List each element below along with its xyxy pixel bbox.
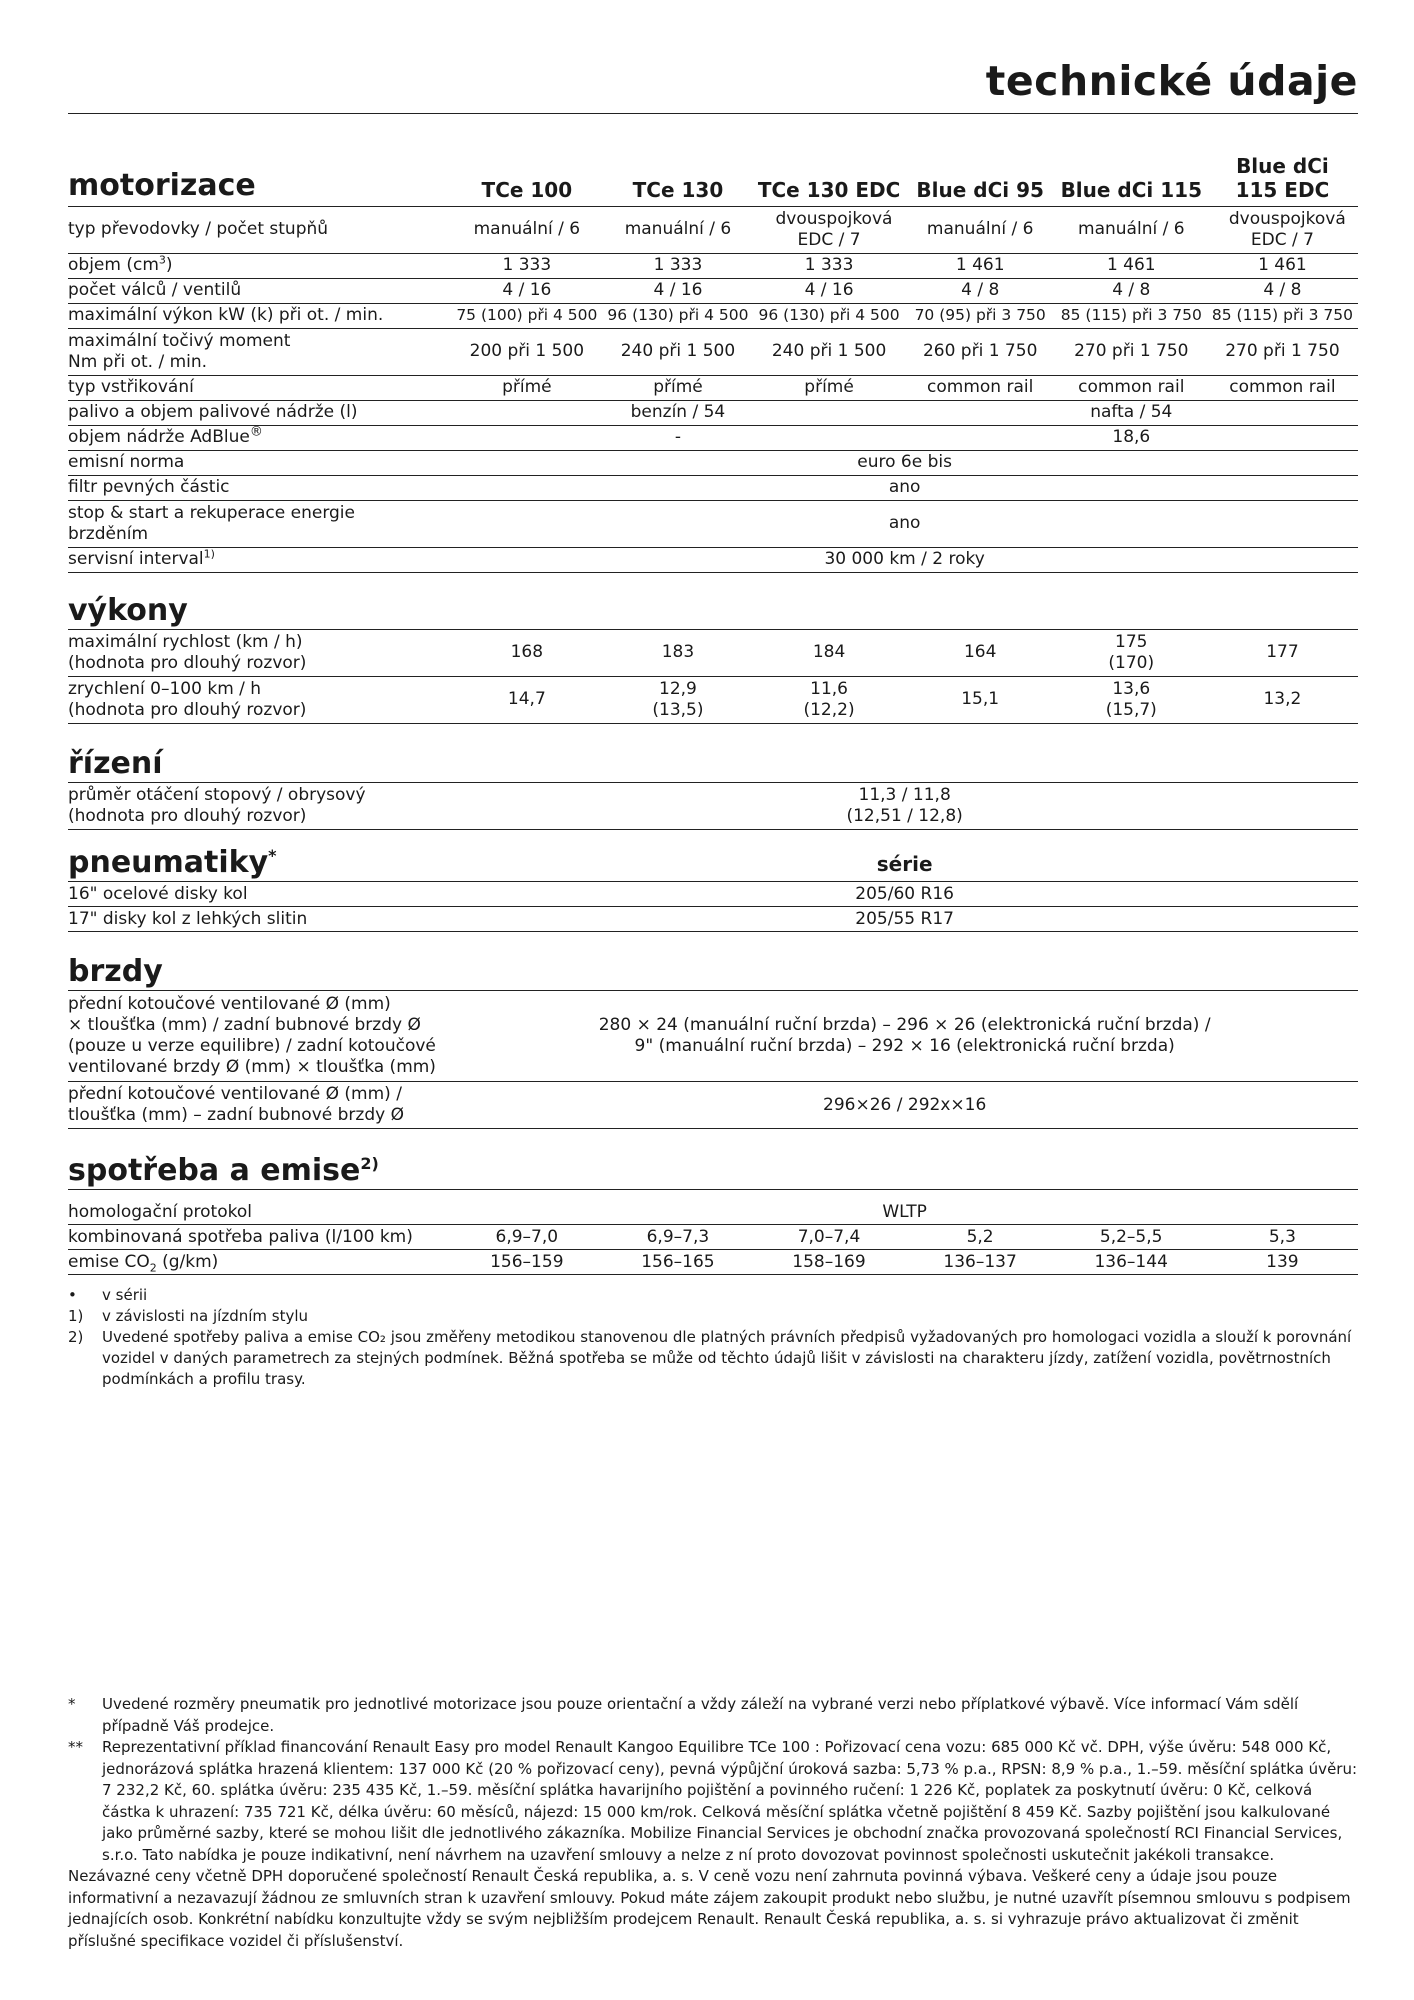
cell: 4 / 16 [754,278,905,303]
cell: 156–159 [451,1250,602,1275]
legal-footer [68,1694,1358,1952]
cell: 5,3 [1207,1225,1358,1250]
cell: manuální / 6 [602,206,753,253]
row-label: kombinovaná spotřeba paliva (l/100 km) [68,1225,451,1250]
cell: manuální / 6 [905,206,1056,253]
table-row [68,278,1358,303]
cell: 4 / 8 [1056,278,1207,303]
table-row [68,1225,1358,1250]
table-row [68,629,1358,676]
cell: 136–144 [1056,1250,1207,1275]
cell: 5,2–5,5 [1056,1225,1207,1250]
row-label: počet válců / ventilů [68,278,451,303]
row-label: 17" disky kol z lehkých slitin [68,907,451,932]
row-label: typ převodovky / počet stupňů [68,206,451,253]
cell: 7,0–7,4 [753,1225,904,1250]
pneumatiky-table [68,842,1358,933]
spotreba-table [68,1149,1358,1275]
cell: 1 333 [754,253,905,278]
cell: common rail [1207,375,1358,400]
table-row [68,1200,1358,1225]
table-row [68,400,1358,425]
footnote: • v sérii [68,1286,148,1304]
section-title: motorizace [68,140,451,206]
cell: 1 461 [1056,253,1207,278]
cell: 4 / 8 [905,278,1056,303]
table-row [68,425,1358,450]
section-header-row [68,950,1358,991]
cell: 12,9 (13,5) [602,676,753,723]
cell: 156–165 [602,1250,753,1275]
cell: 6,9–7,3 [602,1225,753,1250]
footnote: 2) Uvedené spotřeby paliva a emise CO₂ jsou změřeny metodikou stanovenou dle platných právních předpisů vyžadovaných pro homologaci vozidla a slouží k porovnání vozidel v daných parametrech za stejných podmínek. Běžná spotřeba se může od těchto údajů lišit v závislosti na charakteru jízdy, zatížení vozidla, povětrnostních podmínkách a profilu trasy. [68,1328,1352,1388]
cell: 18,6 [905,425,1358,450]
row-label: zrychlení 0–100 km / h (hodnota pro dlouhý rozvor) [68,676,451,723]
footer-note: * Uvedené rozměry pneumatik pro jednotlivé motorizace jsou pouze orientační a vždy záleží na vybrané verzi nebo příplatkové výbavě. Více informací Vám sdělí případně Váš prodejce. [68,1695,1299,1735]
cell: přímé [754,375,905,400]
cell: common rail [905,375,1056,400]
cell: - [451,425,904,450]
cell: 205/60 R16 [451,882,1358,907]
motorizace-header-row [68,140,1358,206]
table-row [68,475,1358,500]
row-label: typ vstřikování [68,375,451,400]
engine-header: Blue dCi 115 EDC [1207,140,1358,206]
spacer-row [68,1190,1358,1201]
engine-header: TCe 130 EDC [754,140,905,206]
table-row [68,328,1358,375]
cell: 139 [1207,1250,1358,1275]
cell: 280 × 24 (manuální ruční brzda) – 296 × 26 (elektronická ruční brzda) / 9" (manuální ruční brzda) – 292 × 16 (elektronická ruční brzda) [451,991,1358,1082]
cell: 75 (100) při 4 500 [451,303,602,328]
cell: 164 [905,629,1056,676]
section-title: brzdy [68,950,1358,991]
row-label: maximální výkon kW (k) při ot. / min. [68,303,451,328]
cell: 1 333 [602,253,753,278]
cell: euro 6e bis [451,450,1358,475]
cell: 1 461 [1207,253,1358,278]
footnotes [68,1285,1358,1390]
cell: 200 při 1 500 [451,328,602,375]
cell: 240 při 1 500 [754,328,905,375]
cell: 13,6 (15,7) [1056,676,1207,723]
row-label: maximální točivý moment Nm při ot. / min. [68,328,451,375]
cell: přímé [602,375,753,400]
cell: 136–137 [905,1250,1056,1275]
cell: 11,3 / 11,8 (12,51 / 12,8) [451,782,1358,829]
cell: 13,2 [1207,676,1358,723]
cell: dvouspojková EDC / 7 [1207,206,1358,253]
footer-disclaimer: Nezávazné ceny včetně DPH doporučené společností Renault Česká republika, a. s. V ceně vozu není zahrnuta povinná výbava. Veškeré ceny a údaje jsou pouze informativní a nezavazují žádnou ze smluvních stran k uzavření smlouvy. Pokud máte zájem zakoupit produkt nebo službu, je nutné uzavřít písemnou smlouvu s podpisem jednajících osob. Konkrétní nabídku konzultujte vždy se svým nejbližším prodejcem Renault. Renault Česká republika, a. s. si vyhrazuje právo aktualizovat či změnit příslušné specifikace vozidel či příslušenství. [68,1867,1351,1950]
cell: 175 (170) [1056,629,1207,676]
rizeni-table [68,740,1358,830]
cell: 70 (95) při 3 750 [905,303,1056,328]
table-row [68,206,1358,253]
table-row [68,500,1358,547]
cell: 260 při 1 750 [905,328,1056,375]
section-header-row [68,740,1358,783]
cell: 85 (115) při 3 750 [1056,303,1207,328]
cell: nafta / 54 [905,400,1358,425]
table-row [68,1250,1358,1275]
cell: 4 / 16 [602,278,753,303]
section-header-row [68,1149,1358,1190]
row-label: objem nádrže AdBlue® [68,425,451,450]
table-row [68,1082,1358,1129]
cell: 96 (130) při 4 500 [754,303,905,328]
section-title: pneumatiky* [68,842,451,882]
cell: common rail [1056,375,1207,400]
engine-header: Blue dCi 115 [1056,140,1207,206]
cell: WLTP [451,1200,1358,1225]
table-row [68,450,1358,475]
cell: 30 000 km / 2 roky [451,547,1358,572]
cell: 158–169 [753,1250,904,1275]
table-row [68,253,1358,278]
table-row [68,547,1358,572]
engine-header: TCe 100 [451,140,602,206]
cell: 168 [451,629,602,676]
cell: manuální / 6 [451,206,602,253]
row-label: objem $(cm^3)$ [68,253,451,278]
cell: 184 [754,629,905,676]
cell: manuální / 6 [1056,206,1207,253]
row-label: průměr otáčení stopový / obrysový (hodnota pro dlouhý rozvor) [68,782,451,829]
section-header-row [68,589,1358,630]
cell: ano [451,500,1358,547]
row-label: filtr pevných částic [68,475,451,500]
motorizace-table [68,140,1358,573]
row-label: homologační protokol [68,1200,451,1225]
table-row [68,676,1358,723]
spec-page [68,0,1358,1950]
section-title: spotřeba a emise$^{2)}$ [68,1149,1358,1190]
cell: 5,2 [905,1225,1056,1250]
row-label: emise $CO_2$ (g/km) [68,1250,451,1275]
row-label: emisní norma [68,450,451,475]
cell: 15,1 [905,676,1056,723]
cell: 183 [602,629,753,676]
cell: 240 při 1 500 [602,328,753,375]
cell: 205/55 R17 [451,907,1358,932]
table-row [68,303,1358,328]
cell: 1 333 [451,253,602,278]
table-row [68,882,1358,907]
cell: 270 při 1 750 [1056,328,1207,375]
cell: 85 (115) při 3 750 [1207,303,1358,328]
cell: 1 461 [905,253,1056,278]
serie-header: série [451,842,1358,882]
row-label: 16" ocelové disky kol [68,882,451,907]
footnote: 1) v závislosti na jízdním stylu [68,1307,309,1325]
row-label: přední kotoučové ventilované Ø (mm) / tloušťka (mm) – zadní bubnové brzdy Ø [68,1082,451,1129]
row-label: přední kotoučové ventilované Ø (mm) × tloušťka (mm) / zadní bubnové brzdy Ø (pouze u verze equilibre) / zadní kotoučové ventilované brzdy Ø (mm) × tloušťka (mm) [68,991,451,1082]
cell: 6,9–7,0 [451,1225,602,1250]
cell: ano [451,475,1358,500]
cell: dvouspojková EDC / 7 [754,206,905,253]
table-row [68,991,1358,1082]
cell: 11,6 (12,2) [754,676,905,723]
cell: 270 při 1 750 [1207,328,1358,375]
cell: 296×26 / 292x×16 [451,1082,1358,1129]
cell: přímé [451,375,602,400]
section-title: výkony [68,589,1358,630]
cell: benzín / 54 [451,400,904,425]
cell: 4 / 16 [451,278,602,303]
table-row [68,375,1358,400]
row-label: palivo a objem palivové nádrže (l) [68,400,451,425]
cell: 96 (130) při 4 500 [602,303,753,328]
cell: 14,7 [451,676,602,723]
table-row [68,782,1358,829]
page-title: technické údaje [68,0,1358,114]
section-header-row [68,842,1358,882]
cell: 177 [1207,629,1358,676]
cell: 4 / 8 [1207,278,1358,303]
brzdy-table [68,950,1358,1129]
vykony-table [68,589,1358,724]
section-title: řízení [68,740,1358,783]
engine-header: TCe 130 [602,140,753,206]
footer-note: ** Reprezentativní příklad financování Renault Easy pro model Renault Kangoo Equilibre TCe 100 : Pořizovací cena vozu: 685 000 Kč vč. DPH, výše úvěru: 548 000 Kč, jednorázová splátka hrazená klientem: 137 000 Kč (20 % pořizovací ceny), pevná výpůjční úroková sazba: 5,73 % p.a., RPSN: 8,9 % p.a., 1.–59. měsíční splátka úvěru: 7 232,2 Kč, 60. splátka úvěru: 235 435 Kč, 1.–59. měsíční splátka havarijního pojištění a povinného ručení: 1 226 Kč, poplatek za poskytnutí úvěru: 0 Kč, celková částka k uhrazení: 735 721 Kč, délka úvěru: 60 měsíců, nájezd: 15 000 km/rok. Celková měsíční splátka včetně pojištění 8 459 Kč. Sazby pojištění jsou kalkulované jako průměrné sazby, které se mohou lišit dle jednotlivého zákazníka. Mobilize Financial Services je obchodní značka provozovaná společností RCI Financial Services, s.r.o. Tato nabídka je pouze indikativní, není návrhem na uzavření smlouvy a nelze z ní proto dovozovat povinnost společnosti uskutečnit jakékoli transakce. [68,1738,1358,1864]
table-row [68,907,1358,932]
row-label: stop & start a rekuperace energie brzděním [68,500,451,547]
engine-header: Blue dCi 95 [905,140,1056,206]
row-label: maximální rychlost (km / h) (hodnota pro dlouhý rozvor) [68,629,451,676]
row-label: servisní interval$^{1)}$ [68,547,451,572]
